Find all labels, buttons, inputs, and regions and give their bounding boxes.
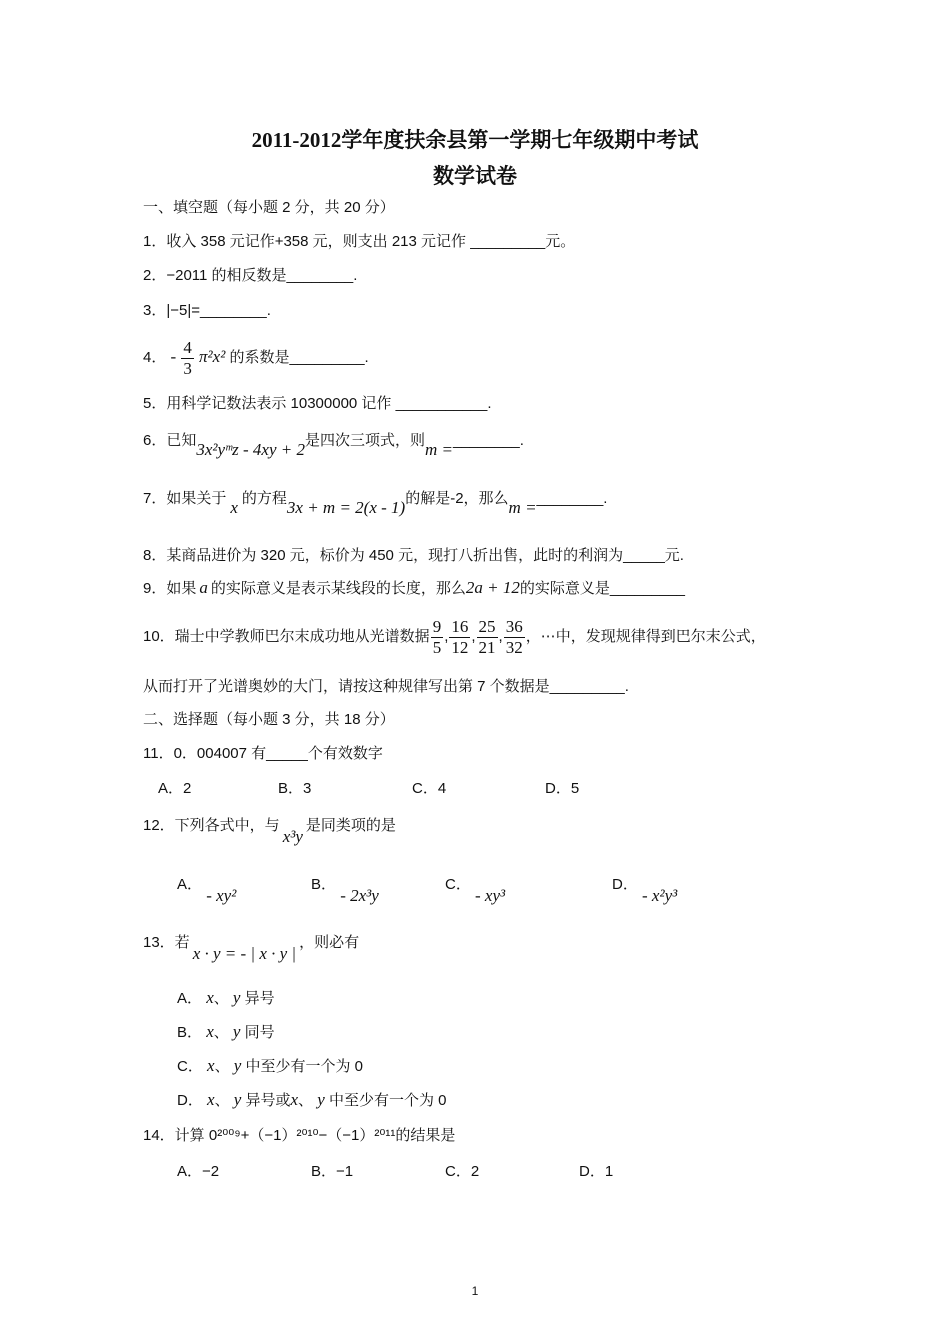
question-10: 10．瑞士中学教师巴尔末成功地从光谱数据 $\frac{9}{5}$ , $\frac{16}{12}$ , $\frac{25}{21}$ , $\frac{36}{32}$ ，⋯中，发现规律得到巴尔末公式， bbox=[143, 616, 766, 657]
q13-expression: x · y = - | x · y | bbox=[192, 944, 297, 963]
exam-subtitle: 数学试卷 bbox=[433, 164, 517, 188]
q10-frac-2-num: 16 bbox=[451, 616, 469, 636]
question-5: 5．用科学记数法表示 10300000 记作 ___________. bbox=[143, 395, 492, 412]
q6-prefix: 6．已知 bbox=[143, 432, 197, 449]
q7-middle: 的方程 bbox=[241, 490, 287, 507]
q9-middle: 的实际意义是表示某线段的长度，那么 bbox=[210, 580, 466, 597]
q12-option-d bbox=[612, 874, 678, 905]
q13-option-b-x: x bbox=[206, 1022, 214, 1041]
q13-option-d-text2: 中至少有一个为 0 bbox=[328, 1092, 447, 1109]
q13-option-b-label: B． bbox=[177, 1024, 203, 1041]
q13-option-d-y: y bbox=[233, 1090, 242, 1109]
q13-option-b-y: y bbox=[232, 1022, 241, 1041]
q13-option-b-sep: 、 bbox=[213, 1024, 229, 1041]
q13-option-a-y: y bbox=[232, 988, 241, 1007]
q12-option-a bbox=[177, 874, 237, 905]
q11-option-a: A．2 bbox=[158, 780, 192, 797]
q10-frac-2-den: 12 bbox=[451, 637, 469, 657]
q10-fraction-1 bbox=[431, 617, 444, 658]
q10-fraction-4 bbox=[504, 617, 525, 658]
q9-variable: a bbox=[199, 578, 208, 597]
q10-frac-1-den: 5 bbox=[432, 637, 442, 657]
question-4 bbox=[143, 337, 369, 379]
question-12 bbox=[143, 815, 396, 846]
q12-option-b-expr: - 2x³y bbox=[340, 886, 379, 905]
q10-frac-3-num: 25 bbox=[478, 616, 496, 636]
q7-blank: ________. bbox=[536, 490, 608, 507]
q9-tail: 的实际意义是_________ bbox=[519, 580, 685, 597]
q12-option-b-label: B． bbox=[311, 876, 337, 893]
question-1: 1．收入 358 元记作+358 元，则支出 213 元记作 _________元。 bbox=[143, 233, 576, 250]
q10-middle: ，⋯中，发现规律得到巴尔末公式， bbox=[525, 628, 766, 645]
q10-fraction-2 bbox=[449, 617, 470, 658]
q4-tail: 的系数是_________. bbox=[229, 349, 369, 366]
q12-option-b bbox=[311, 874, 379, 905]
q13-option-c bbox=[177, 1056, 363, 1077]
q13-option-a-label: A． bbox=[177, 990, 203, 1007]
q12-prefix: 12．下列各式中，与 bbox=[143, 817, 280, 834]
q12-expression: x³y bbox=[282, 827, 303, 846]
q4-frac-denominator: 3 bbox=[183, 358, 192, 378]
q13-option-d-y2: y bbox=[317, 1090, 325, 1109]
q13-option-a bbox=[177, 988, 275, 1009]
q13-option-d-sep2: 、 bbox=[298, 1092, 314, 1109]
q4-number: 4． bbox=[143, 349, 167, 366]
q13-tail: ，则必有 bbox=[299, 934, 360, 951]
q10-prefix: 10．瑞士中学教师巴尔末成功地从光谱数据 bbox=[143, 628, 430, 645]
q14-option-b: B．−1 bbox=[311, 1163, 354, 1180]
question-10-continued: 从而打开了光谱奥妙的大门，请按这种规律写出第 7 个数据是_________. bbox=[143, 678, 629, 695]
q12-option-d-expr: - x²y³ bbox=[642, 886, 678, 905]
q10-frac-4-den: 32 bbox=[505, 637, 523, 657]
q12-option-a-expr: - xy² bbox=[206, 886, 237, 905]
q13-prefix: 13．若 bbox=[143, 934, 190, 951]
q10-frac-1-num: 9 bbox=[432, 616, 442, 636]
q6-expression: 3x²yᵐz - 4xy + 2 bbox=[196, 440, 305, 459]
q10-frac-3-den: 21 bbox=[478, 637, 496, 657]
question-14: 14．计算 0²⁰⁰⁹+（−1）²⁰¹⁰−（−1）²⁰¹¹的结果是 bbox=[143, 1127, 456, 1144]
q7-equation: 3x + m = 2(x - 1) bbox=[286, 498, 406, 517]
q4-term: π²x² bbox=[199, 347, 226, 366]
q12-tail: 是同类项的是 bbox=[305, 817, 396, 834]
question-7 bbox=[143, 488, 608, 517]
q10-frac-4-num: 36 bbox=[505, 616, 523, 636]
question-8: 8．某商品进价为 320 元，标价为 450 元，现打八折出售，此时的利润为_____元. bbox=[143, 547, 684, 564]
q10-fraction-3 bbox=[477, 617, 498, 658]
q7-x: x bbox=[230, 498, 238, 517]
q13-option-a-sep: 、 bbox=[213, 990, 229, 1007]
q13-option-c-x: x bbox=[207, 1056, 215, 1075]
q4-frac-numerator: 4 bbox=[183, 337, 192, 357]
question-6 bbox=[143, 430, 524, 459]
q9-prefix: 9．如果 bbox=[143, 580, 197, 597]
q13-option-d-sep: 、 bbox=[214, 1092, 230, 1109]
question-11: 11．0．004007 有_____个有效数字 bbox=[143, 745, 383, 762]
question-13 bbox=[143, 932, 360, 963]
q6-m: m = bbox=[424, 440, 453, 459]
q13-option-c-text: 中至少有一个为 0 bbox=[245, 1058, 363, 1075]
q4-fraction bbox=[181, 338, 194, 379]
q13-option-b-text: 同号 bbox=[244, 1024, 275, 1041]
q11-option-c: C．4 bbox=[412, 780, 447, 797]
q12-option-c-expr: - xy³ bbox=[475, 886, 506, 905]
q13-option-d-label: D． bbox=[177, 1092, 203, 1109]
question-9 bbox=[143, 578, 685, 599]
q12-option-a-label: A． bbox=[177, 876, 203, 893]
q11-option-b: B．3 bbox=[278, 780, 312, 797]
q14-option-c: C．2 bbox=[445, 1163, 480, 1180]
q12-option-c bbox=[445, 874, 506, 905]
page-number: 1 bbox=[471, 1284, 479, 1298]
q13-option-a-x: x bbox=[206, 988, 214, 1007]
q7-prefix: 7．如果关于 bbox=[143, 490, 227, 507]
q13-option-c-y: y bbox=[233, 1056, 242, 1075]
q11-option-d: D．5 bbox=[545, 780, 580, 797]
question-3: 3．|−5|=________. bbox=[143, 302, 271, 319]
q13-option-b bbox=[177, 1022, 275, 1043]
section-2-heading: 二、选择题（每小题 3 分，共 18 分） bbox=[143, 711, 395, 728]
exam-title: 2011-2012学年度扶余县第一学期七年级期中考试 bbox=[251, 128, 699, 152]
q4-minus: - bbox=[170, 347, 177, 366]
q14-option-a: A．−2 bbox=[177, 1163, 220, 1180]
q13-option-d-x: x bbox=[207, 1090, 215, 1109]
q6-blank: ________. bbox=[452, 432, 524, 449]
q7-m: m = bbox=[508, 498, 537, 517]
q13-option-c-sep: 、 bbox=[214, 1058, 230, 1075]
q13-option-c-label: C． bbox=[177, 1058, 203, 1075]
q12-option-d-label: D． bbox=[612, 876, 638, 893]
q13-option-d-text: 异号或 bbox=[245, 1092, 291, 1109]
q12-option-c-label: C． bbox=[445, 876, 471, 893]
section-1-heading: 一、填空题（每小题 2 分，共 20 分） bbox=[143, 199, 395, 216]
q13-option-a-text: 异号 bbox=[244, 990, 275, 1007]
q6-middle: 是四次三项式，则 bbox=[304, 432, 425, 449]
q14-option-d: D．1 bbox=[579, 1163, 614, 1180]
q9-expression: 2a + 12 bbox=[465, 578, 520, 597]
q7-middle-2: 的解是-2，那么 bbox=[405, 490, 509, 507]
q13-option-d bbox=[177, 1090, 446, 1111]
question-2: 2．−2011 的相反数是________. bbox=[143, 267, 358, 284]
q13-option-d-x2: x bbox=[290, 1090, 299, 1109]
